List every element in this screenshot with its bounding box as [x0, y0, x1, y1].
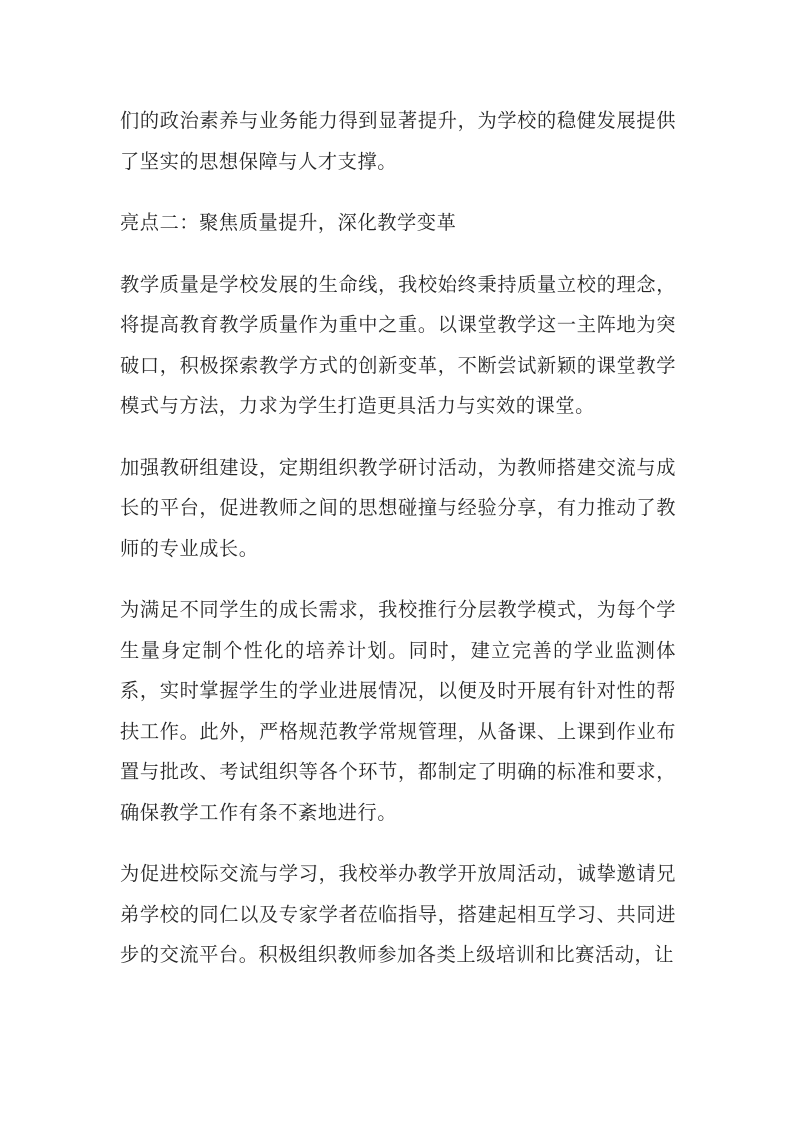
paragraph-continuation: 们的政治素养与业务能力得到显著提升，为学校的稳健发展提供了坚实的思想保障与人才支撑。	[120, 109, 676, 173]
section-heading: 亮点二：聚焦质量提升，深化教学变革	[120, 211, 457, 234]
paragraph-research-groups: 加强教研组建设，定期组织教学研讨活动，为教师搭建交流与成长的平台，促进教师之间的思想碰撞与经验分享，有力推动了教师的专业成长。	[120, 455, 676, 560]
document-body	[120, 101, 676, 997]
paragraph-teaching-quality: 教学质量是学校发展的生命线，我校始终秉持质量立校的理念，将提高教育教学质量作为重中之重。以课堂教学这一主阵地为突破口，积极探索教学方式的创新变革，不断尝试新颖的课堂教学模式与方法，力求为学生打造更具活力与实效的课堂。	[120, 272, 676, 417]
paragraph-tiered-teaching: 为满足不同学生的成长需求，我校推行分层教学模式，为每个学生量身定制个性化的培养计划。同时，建立完善的学业监测体系，实时掌握学生的学业进展情况，以便及时开展有针对性的帮扶工作。此外，严格规范教学常规管理，从备课、上课到作业布置与批改、考试组织等各个环节，都制定了明确的标准和要求，确保教学工作有条不紊地进行。	[120, 598, 676, 824]
paragraph-school-exchange: 为促进校际交流与学习，我校举办教学开放周活动，诚挚邀请兄弟学校的同仁以及专家学者莅临指导，搭建起相互学习、共同进步的交流平台。积极组织教师参加各类上级培训和比赛活动，让	[120, 862, 676, 966]
